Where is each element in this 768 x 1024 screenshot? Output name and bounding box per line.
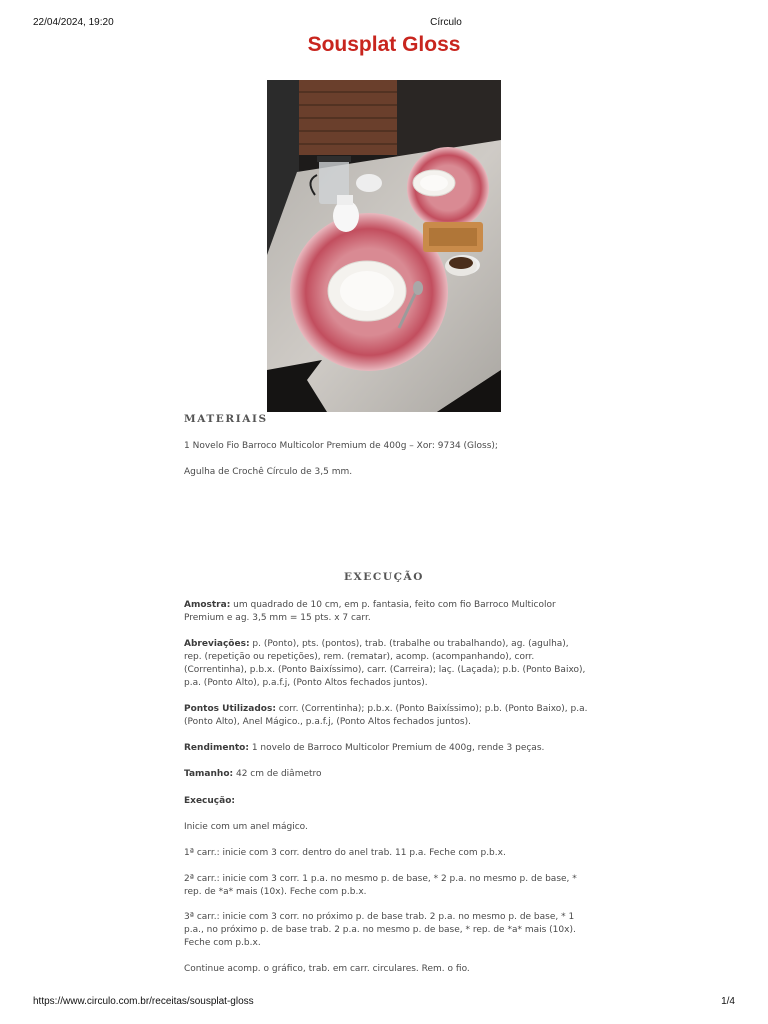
abreviacoes-text: p. (Ponto), pts. (pontos), trab. (trabalhe ou trabalhando), ag. (agulha), rep. (repetição ou repetições), rem. (rematar), acomp. (acompanhando), corr. (Correntinha), p.b.x. (Ponto Baixíssimo), carr. (Carreira); laç. (Laçada); p.b. (Ponto Baixo), p.a. (Ponto Alto), p.a.f.j, (Ponto Altos fechados juntos). [184, 639, 586, 688]
step-item: 3ª carr.: inicie com 3 corr. no próximo p. de base trab. 2 p.a. no mesmo p. de base, * 1 p.a., no próximo p. de base trab. 2 p.a. no mesmo p. de base, * rep. de *a* mais (10x). Feche com p.b.x. [184, 912, 576, 948]
step-item: 1ª carr.: inicie com 3 corr. dentro do anel trab. 11 p.a. Feche com p.b.x. [184, 848, 506, 858]
print-datetime: 22/04/2024, 19:20 [33, 17, 114, 28]
pontos-text: corr. (Correntinha); p.b.x. (Ponto Baixíssimo); p.b. (Ponto Baixo), p.a. (Ponto Alto), Anel Mágico., p.a.f.j, (Ponto Altos fechados juntos). [184, 704, 588, 727]
tamanho-paragraph [184, 768, 589, 781]
print-url: https://www.circulo.com.br/receitas/sousplat-gloss [33, 996, 254, 1007]
execucao-label-paragraph [184, 795, 589, 808]
execucao-label: Execução: [184, 796, 235, 806]
pontos-label: Pontos Utilizados: [184, 704, 276, 714]
rendimento-text: 1 novelo de Barroco Multicolor Premium de 400g, rende 3 peças. [248, 743, 545, 753]
product-photo [267, 80, 501, 412]
amostra-label: Amostra: [184, 600, 231, 610]
execution-heading: EXECUÇÃO [343, 571, 425, 583]
materials-heading: MATERIAIS [184, 413, 268, 425]
tamanho-text: 42 cm de diâmetro [233, 769, 322, 779]
amostra-text: um quadrado de 10 cm, em p. fantasia, feito com fio Barroco Multicolor Premium e ag. 3,5 mm = 15 pts. x 7 carr. [184, 600, 556, 623]
rendimento-label: Rendimento: [184, 743, 249, 753]
step-item: Inicie com um anel mágico. [184, 822, 308, 832]
rendimento-paragraph [184, 742, 589, 755]
amostra-paragraph [184, 599, 589, 625]
page-title: Sousplat Gloss [307, 33, 461, 56]
pontos-paragraph [184, 703, 589, 729]
material-item: Agulha de Crochê Círculo de 3,5 mm. [184, 467, 353, 477]
abreviacoes-paragraph [184, 638, 589, 690]
tamanho-label: Tamanho: [184, 769, 234, 779]
material-item: 1 Novelo Fio Barroco Multicolor Premium de 400g – Xor: 9734 (Gloss); [184, 441, 498, 451]
page-number: 1/4 [721, 996, 735, 1007]
print-site-name: Círculo [430, 17, 462, 28]
step-item: Continue acomp. o gráfico, trab. em carr. circulares. Rem. o fio. [184, 964, 470, 974]
abreviacoes-label: Abreviações: [184, 639, 250, 649]
step-item: 2ª carr.: inicie com 3 corr. 1 p.a. no mesmo p. de base, * 2 p.a. no mesmo p. de base, * rep. de *a* mais (10x). Feche com p.b.x. [184, 874, 577, 897]
